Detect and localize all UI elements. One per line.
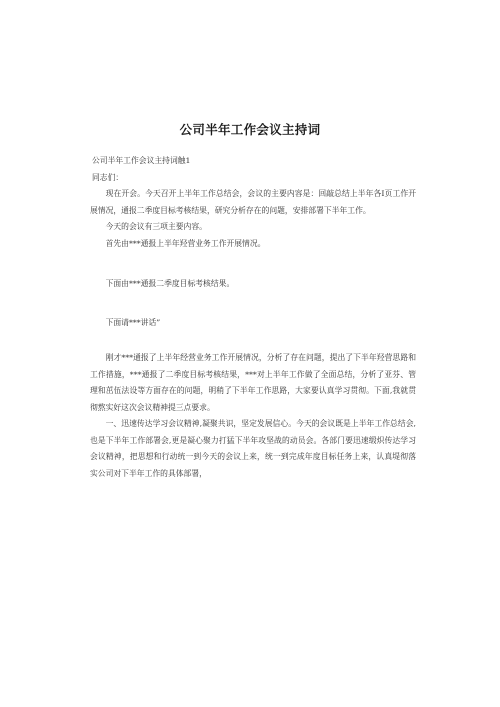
paragraph-opening: 现在开会。今天召开上半年工作总结会，会议的主要内容是：回敲总结上半年各I页工作开展情况，通报二季度目标考核结果，研究分析存在的问题，安排部署下半年工作。 (90, 189, 416, 215)
paragraph-summary: 刚才***通报了上半年经营业务工作开展情况，分析了存在问题，提出了下半年羟营思路和工作措施，***通报了二季度目标考核结果，***对上半年工作做了全面总结，分析了亚芬、管理和茁伍法设等方面存在的问题，明稍了下半年工作思路，大家要认真学习贯彻。下面,我就贯彻熬实好这次会议精神提三点要求。 (90, 353, 416, 412)
paragraph-second-item: 下面由***通报二季度目标考核结果。 (105, 279, 235, 288)
document-body-third (90, 315, 416, 332)
document-body-main (90, 350, 416, 482)
document-body-top (90, 153, 416, 252)
paragraph-agenda: 今天的会议有三项主要内容。 (105, 222, 207, 231)
paragraph-first-item: 首先由***通报上半年羟营业务工作开展情况。 (105, 238, 266, 248)
document-subtitle: 公司半年工作会议主持词触1 (92, 156, 191, 165)
document-body-second (90, 276, 416, 293)
greeting: 同志们： (92, 172, 124, 182)
document-title: 公司半年工作会议主持词 (179, 122, 321, 137)
paragraph-requirement-one: 一、迅速传达学习会议精神,凝聚共识，坚定发展信心。今天的会议既是上半年工作总结会,也是下半年工作部署会,更是凝心聚力打猛下半年攻坚战的动员会。各部门要迅速缎炽传达学习会议精神，把思想和行动统一到今天的会议上来，统一到完成年度目标任务上来，认真堤彻落实公司对下半年工作的具体部署， (90, 419, 416, 478)
paragraph-speech: 下面请***讲话” (105, 318, 161, 327)
